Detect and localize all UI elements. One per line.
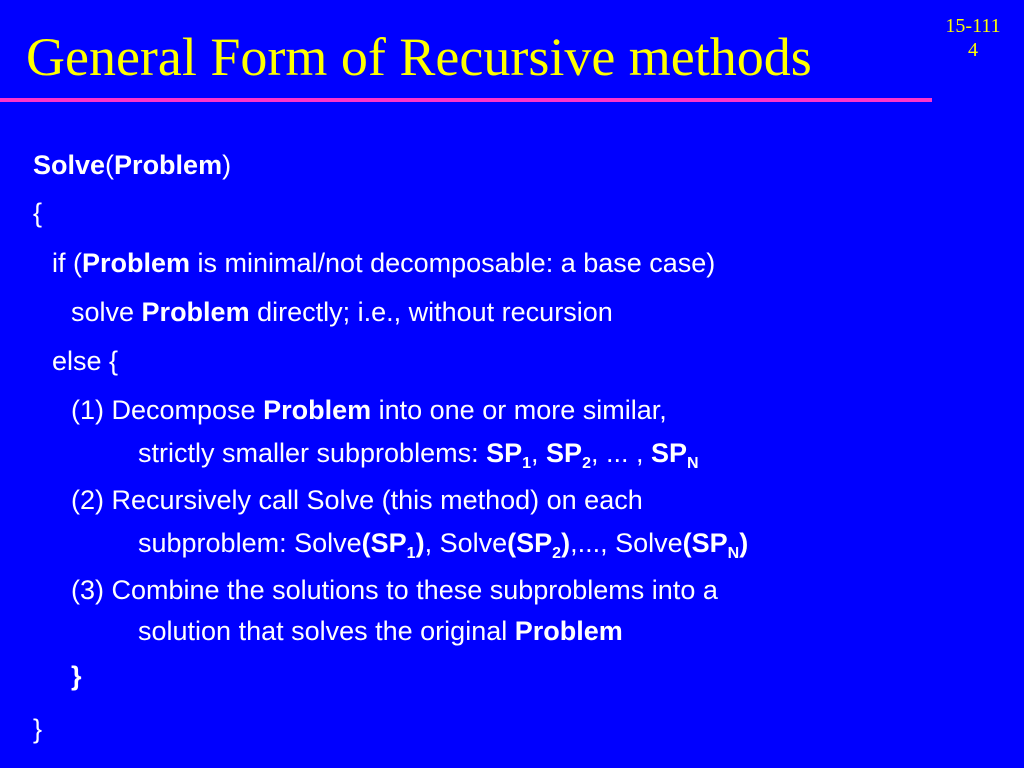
code-line-solve-directly: solve Problem directly; i.e., without recursion [71, 297, 613, 327]
code-line-step2: (2) Recursively call Solve (this method) on each [71, 485, 643, 515]
slide-number [932, 14, 1014, 62]
code-line-step1: (1) Decompose Problem into one or more similar, [71, 395, 667, 425]
code-line-inner-close-brace: } [71, 661, 82, 691]
code-line-signature: Solve(Problem) [33, 150, 232, 180]
slide-title: General Form of Recursive methods [26, 27, 812, 87]
problem-keyword: Problem [263, 395, 372, 425]
code-line-else: else { [52, 346, 119, 376]
code-line-step3: (3) Combine the solutions to these subproblems into a [71, 575, 718, 605]
code-line-if: if (Problem is minimal/not decomposable: a base case) [52, 248, 716, 278]
code-line-outer-close-brace: } [33, 714, 43, 744]
problem-keyword: Problem [114, 150, 223, 180]
problem-keyword: Problem [82, 248, 191, 278]
code-line-step1-continued: strictly smaller subproblems: $SP_1$, $SP_2$, ... , $SP_N$ [138, 438, 699, 472]
title-underline [0, 98, 932, 102]
code-line-open-brace: { [33, 198, 43, 228]
solve-function-name: Solve [33, 150, 106, 180]
slide-number-line2: 4 [968, 39, 978, 61]
code-line-step3-continued: solution that solves the original Problem [138, 616, 623, 646]
code-line-step2-continued: subproblem: $Solve(SP_1)$, $Solve(SP_2)$,..., $Solve(SP_N)$ [138, 528, 749, 562]
slide-number-line1: 15-111 [945, 15, 1001, 37]
problem-keyword: Problem [141, 297, 250, 327]
problem-keyword: Problem [514, 616, 623, 646]
